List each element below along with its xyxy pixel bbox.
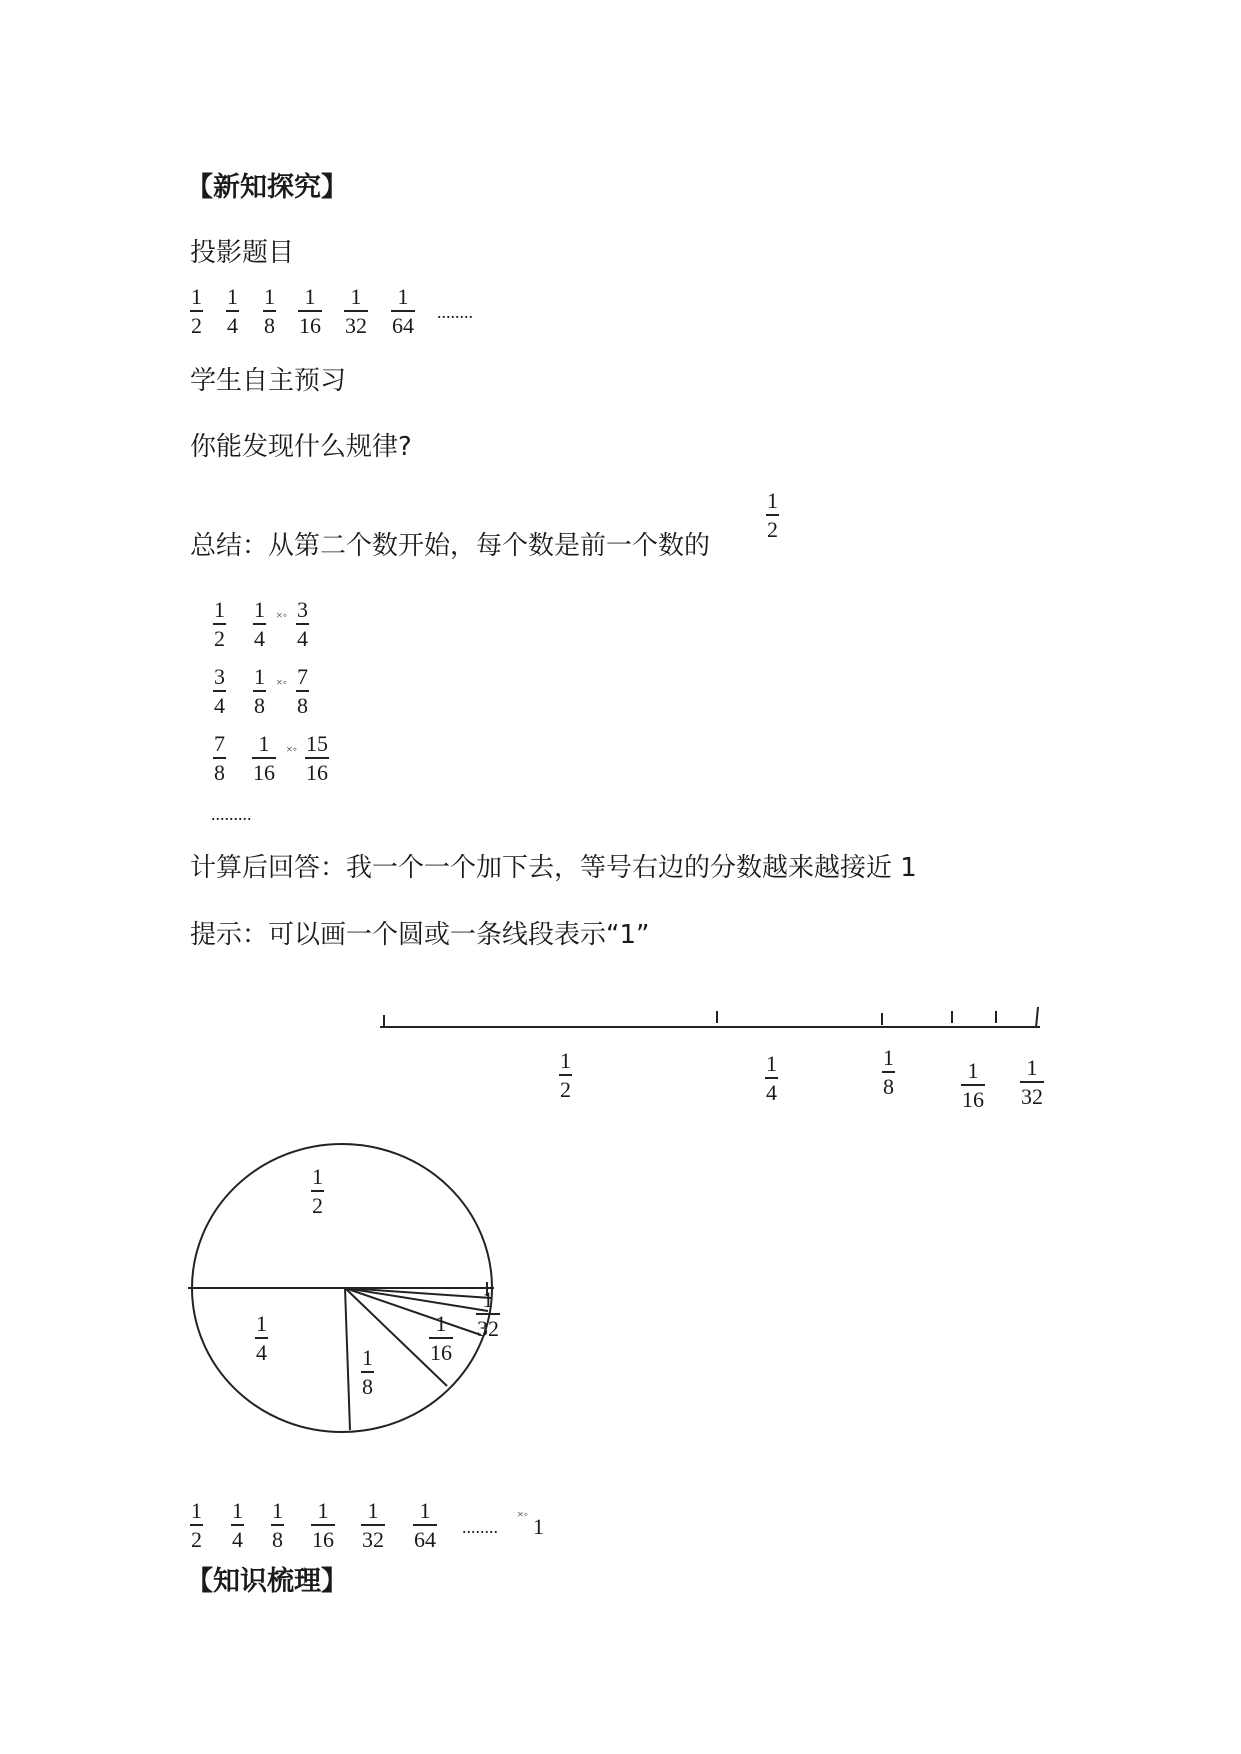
fraction: 7 8 <box>214 731 225 785</box>
ellipsis: ........ <box>462 1517 498 1537</box>
circle-radius-line <box>345 1288 350 1430</box>
segment-label: 1 16 <box>962 1058 984 1112</box>
segment-tick <box>1036 1007 1038 1028</box>
ellipsis: ......... <box>211 804 252 824</box>
operator-symbol: ×◦ <box>286 742 298 756</box>
question-text: 你能发现什么规律? <box>190 432 412 462</box>
fraction: 3 4 <box>297 597 308 651</box>
circle-label: 1 4 <box>256 1311 267 1365</box>
fraction: 1 4 <box>227 284 238 338</box>
segment-label: 1 2 <box>560 1048 571 1102</box>
fraction: 1 64 <box>414 1498 436 1552</box>
limit-value: 1 <box>533 1514 544 1539</box>
fraction: 1 16 <box>312 1498 334 1552</box>
circle-label: 1 16 <box>430 1311 452 1365</box>
fraction: 1 32 <box>345 284 367 338</box>
circle-label: 1 2 <box>312 1164 323 1218</box>
fraction: 15 16 <box>306 731 328 785</box>
fraction: 1 16 <box>253 731 275 785</box>
ellipsis: ........ <box>437 302 473 322</box>
fraction: 1 2 <box>191 284 202 338</box>
section-heading-knowledge-review: 【知识梳理】 <box>186 1566 348 1597</box>
projection-title: 投影题目 <box>190 238 295 268</box>
fraction: 1 8 <box>264 284 275 338</box>
section-heading-new-knowledge: 【新知探究】 <box>186 172 348 203</box>
segment-label: 1 8 <box>883 1045 894 1099</box>
fraction: 1 16 <box>299 284 321 338</box>
fraction: 1 4 <box>232 1498 243 1552</box>
circle-label: 1 8 <box>362 1345 373 1399</box>
fraction: 1 4 <box>254 597 265 651</box>
circle-diagram <box>188 1144 494 1432</box>
fraction: 1 64 <box>392 284 414 338</box>
fraction: 1 2 <box>214 597 225 651</box>
fraction: 3 4 <box>214 664 225 718</box>
operator-symbol: ×◦ <box>276 675 288 689</box>
fraction: 1 2 <box>191 1498 202 1552</box>
answer-text: 计算后回答：我一个一个加下去，等号右边的分数越来越接近 1 <box>190 853 917 883</box>
operator-symbol: ×◦ <box>517 1507 529 1521</box>
fraction: 1 8 <box>254 664 265 718</box>
segment-label: 1 4 <box>766 1051 777 1105</box>
summary-text: 总结：从第二个数开始，每个数是前一个数的 <box>190 531 711 561</box>
segment-label: 1 32 <box>1021 1055 1043 1109</box>
segment-diagram <box>380 1007 1040 1028</box>
fraction: 7 8 <box>297 664 308 718</box>
self-preview-text: 学生自主预习 <box>190 366 347 396</box>
hint-text: 提示：可以画一个圆或一条线段表示“1” <box>190 920 650 950</box>
summary-fraction: 1 2 <box>767 488 778 542</box>
fraction: 1 32 <box>362 1498 384 1552</box>
operator-symbol: ×◦ <box>276 608 288 622</box>
circle-label: 1 32 <box>477 1287 499 1341</box>
fraction: 1 8 <box>272 1498 283 1552</box>
